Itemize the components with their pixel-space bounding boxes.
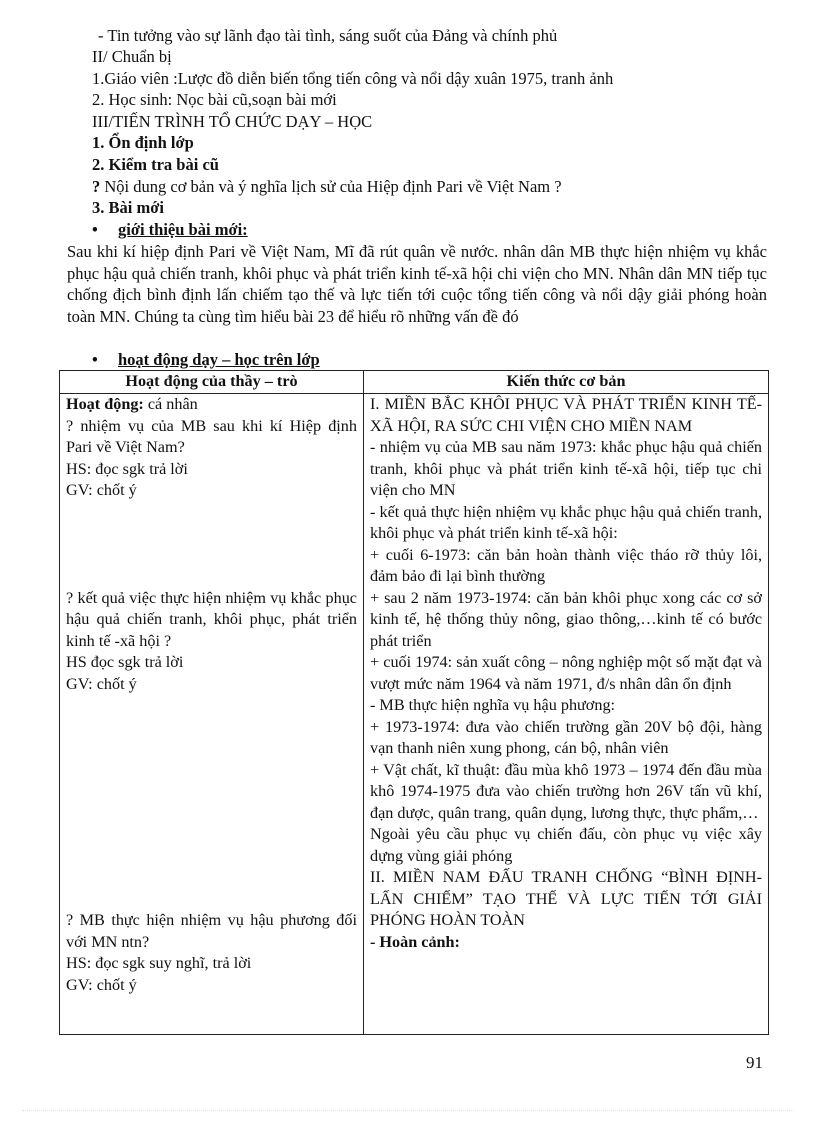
header-teacher-student: Hoạt động của thầy – trò	[60, 371, 364, 394]
student-task-3: HS: đọc sgk suy nghĩ, trả lời	[66, 954, 252, 972]
rear-duty-extra: Ngoài yêu cầu phục vụ chiến đấu, còn phục vụ việc xây dựng vùng giải phóng	[370, 825, 762, 865]
section-1-title: I. MIỀN BẮC KHÔI PHỤC VÀ PHÁT TRIỂN KINH TẾ-XÃ HỘI, RA SỨC CHI VIỆN CHO MIỀN NAM	[370, 395, 762, 435]
objective-line: - Tin tưởng vào sự lãnh đạo tài tình, sáng suốt của Đảng và chính phủ	[98, 26, 558, 45]
rear-duty-materials: + Vật chất, kĩ thuật: đầu mùa khô 1973 – 1974 đến đầu mùa khô 1974-1975 đưa vào chiến trường hơn 26V tấn vũ khí, đạn dược, quân trang, quân dụng, lương thực, thực phẩm,…	[370, 760, 762, 822]
teacher-task-1: GV: chốt ý	[66, 481, 137, 499]
activity-heading	[92, 349, 320, 370]
context-heading: - Hoàn cảnh:	[370, 932, 460, 951]
table-row	[60, 394, 769, 1035]
footer-divider	[22, 1110, 794, 1111]
student-task-1: HS: đọc sgk trả lời	[66, 459, 188, 478]
section-2-title: II. MIỀN NAM ĐẤU TRANH CHỐNG “BÌNH ĐỊNH-LẤN CHIẾM” TẠO THẾ VÀ LỰC TIẾN TỚI GIẢI PHÓNG HOÀN TOÀN	[370, 868, 762, 929]
intro-paragraph: Sau khi kí hiệp định Pari về Việt Nam, Mĩ đã rút quân về nước. nhân dân MB thực hiện nhiệm vụ khắc phục hậu quả chiến tranh, khôi phục và phát triển kinh tế-xã hội chi viện cho MN. Nhân dân MN tiếp tục chống địch bình định lấn chiếm tạo thế và lực tiến tới cuộc tổng tiến công và nổi dậy giải phóng hoàn toàn MN. Chúng ta cùng tìm hiểu bài 23 để hiểu rõ những vấn đề đó	[67, 242, 767, 326]
bullet-icon: •	[92, 350, 98, 369]
activity-value: cá nhân	[143, 395, 198, 413]
result-1973-1974: + sau 2 năm 1973-1974: căn bản khôi phục xong các cơ sở kinh tế, hệ thống thủy nông, giao thông,…kinh tế có bước phát triển	[370, 588, 762, 650]
review-question-text: Nội dung cơ bản và ý nghĩa lịch sử của Hiệp định Pari về Việt Nam ?	[100, 177, 562, 196]
section-preparation: II/ Chuẩn bị	[92, 47, 172, 66]
teacher-task-2: GV: chốt ý	[66, 674, 137, 693]
header-basic-knowledge: Kiến thức cơ bản	[364, 371, 769, 394]
result-1974: + cuối 1974: sản xuất công – nông nghiệp một số mặt đạt và vượt mức năm 1964 và năm 1971, đ/s nhân dân ổn định	[370, 653, 762, 693]
page-number: 91	[746, 1053, 763, 1072]
intro-heading	[92, 219, 248, 240]
section-process: III/TIẾN TRÌNH TỔ CHỨC DẠY – HỌC	[92, 112, 373, 131]
student-preparation: 2. Học sinh: Nọc bài cũ,soạn bài mới	[92, 90, 337, 109]
teacher-preparation: 1.Giáo viên :Lược đồ diễn biến tổng tiến công và nổi dậy xuân 1975, tranh ảnh	[92, 69, 614, 88]
intro-heading-text: giới thiệu bài mới:	[118, 220, 248, 239]
mb-task: - nhiệm vụ của MB sau năm 1973: khắc phục hậu quả chiến tranh, khôi phục và phát triển kinh tế-xã hội, tiếp tục chi viện cho MN	[370, 438, 762, 499]
activity-label: Hoạt động:	[66, 395, 144, 413]
result-1973: + cuối 6-1973: căn bản hoàn thành việc tháo rỡ thủy lôi, đảm bảo đi lại bình thường	[370, 545, 762, 585]
step-3-heading: 3. Bài mới	[92, 198, 164, 217]
lesson-table	[59, 370, 769, 1035]
rear-duty: - MB thực hiện nghĩa vụ hậu phương:	[370, 696, 616, 714]
activity-type	[66, 394, 357, 416]
rear-duty-personnel: + 1973-1974: đưa vào chiến trường gần 20V bộ đội, hàng vạn thanh niên xung phong, cán bộ, nhân viên	[370, 717, 762, 757]
question-3: ? MB thực hiện nhiệm vụ hậu phương đối với MN ntn?	[66, 911, 357, 951]
question-2: ? kết quả việc thực hiện nhiệm vụ khắc phục hậu quả chiến tranh, khôi phục, phát triển kinh tế -xã hội ?	[66, 588, 357, 650]
question-mark: ?	[92, 177, 101, 196]
mb-results: - kết quả thực hiện nhiệm vụ khắc phục hậu quả chiến tranh, khôi phục và phát triển kinh tế-xã hội:	[370, 502, 762, 542]
left-column-cell	[60, 394, 364, 1035]
right-column-cell	[364, 394, 769, 1035]
student-task-2: HS đọc sgk trả lời	[66, 653, 184, 671]
bullet-icon: •	[92, 220, 98, 239]
step-1-heading: 1. Ổn định lớp	[92, 133, 194, 152]
activity-heading-text: hoạt động dạy – học trên lớp	[118, 350, 320, 369]
table-header-row	[60, 371, 769, 394]
review-question	[92, 176, 562, 197]
step-2-heading: 2. Kiểm tra bài cũ	[92, 155, 219, 174]
teacher-task-3: GV: chốt ý	[66, 975, 137, 994]
question-1: ? nhiệm vụ của MB sau khi kí Hiệp định Pari về Việt Nam?	[66, 416, 357, 456]
